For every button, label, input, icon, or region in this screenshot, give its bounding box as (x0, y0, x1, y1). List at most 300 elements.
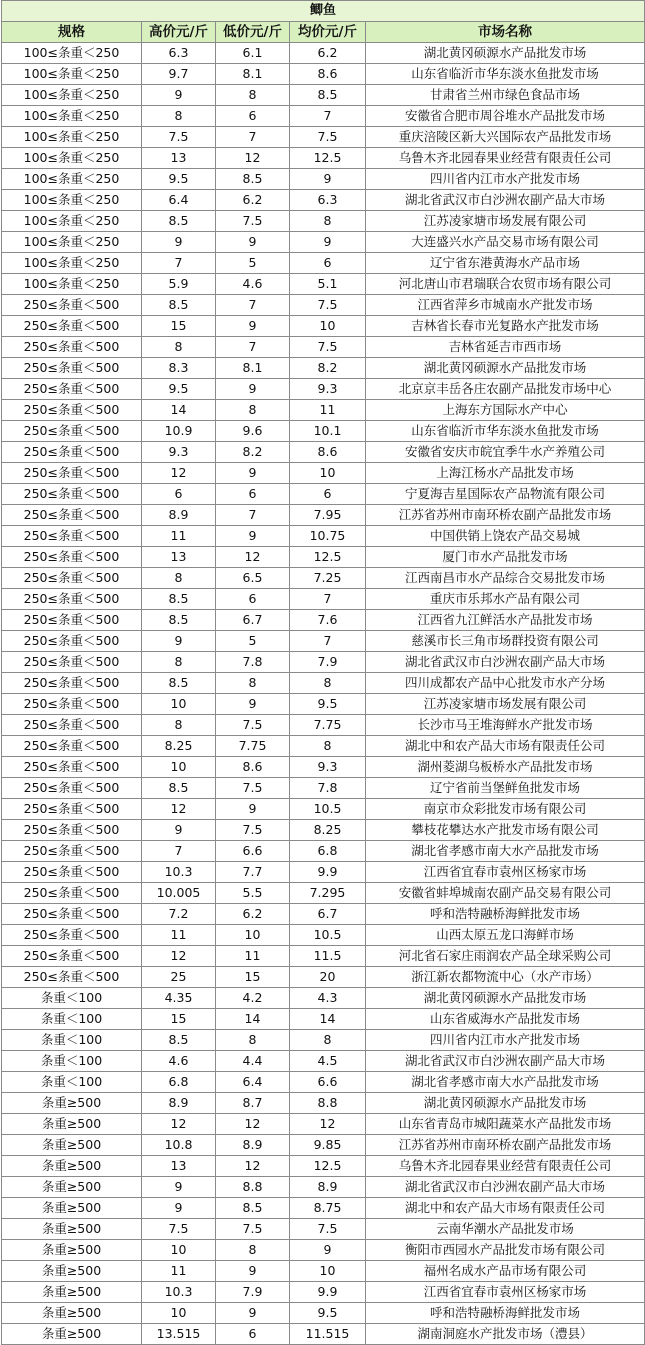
table-row (2, 1240, 645, 1261)
cell-market-name: 乌鲁木齐北园春果业经营有限责任公司 (366, 1156, 645, 1177)
cell-low-price: 6.7 (216, 610, 290, 631)
cell-avg-price: 8 (290, 211, 366, 232)
cell-spec: 条重≥500 (2, 1219, 142, 1240)
cell-avg-price: 8.8 (290, 1093, 366, 1114)
table-row (2, 337, 645, 358)
cell-high-price: 6.8 (142, 1072, 216, 1093)
cell-market-name: 山东省青岛市城阳蔬菜水产品批发市场 (366, 1114, 645, 1135)
cell-high-price: 25 (142, 967, 216, 988)
table-row (2, 1219, 645, 1240)
cell-high-price: 10 (142, 1303, 216, 1324)
cell-market-name: 安徽省蚌埠城南农副产品交易有限公司 (366, 883, 645, 904)
cell-market-name: 南京市众彩批发市场有限公司 (366, 799, 645, 820)
cell-spec: 条重≥500 (2, 1177, 142, 1198)
cell-high-price: 9 (142, 1177, 216, 1198)
cell-market-name: 甘肃省兰州市绿色食品市场 (366, 85, 645, 106)
cell-low-price: 7 (216, 505, 290, 526)
cell-spec: 条重≥500 (2, 1303, 142, 1324)
cell-spec: 条重＜100 (2, 988, 142, 1009)
cell-high-price: 10.3 (142, 862, 216, 883)
cell-low-price: 5.5 (216, 883, 290, 904)
cell-avg-price: 11 (290, 400, 366, 421)
cell-high-price: 15 (142, 1009, 216, 1030)
cell-high-price: 8 (142, 652, 216, 673)
table-row (2, 1261, 645, 1282)
table-row (2, 547, 645, 568)
cell-spec: 250≤条重＜500 (2, 904, 142, 925)
cell-avg-price: 10.1 (290, 421, 366, 442)
cell-avg-price: 8.5 (290, 85, 366, 106)
cell-avg-price: 7 (290, 631, 366, 652)
header-market-name: 市场名称 (366, 22, 645, 43)
cell-high-price: 10.3 (142, 1282, 216, 1303)
cell-market-name: 浙江新农都物流中心（水产市场） (366, 967, 645, 988)
cell-market-name: 江西南昌市水产品综合交易批发市场 (366, 568, 645, 589)
cell-avg-price: 9.3 (290, 757, 366, 778)
cell-market-name: 湖北省武汉市白沙洲农副产品大市场 (366, 190, 645, 211)
cell-avg-price: 7.5 (290, 295, 366, 316)
header-avg-price: 均价元/斤 (290, 22, 366, 43)
cell-avg-price: 9.5 (290, 694, 366, 715)
cell-high-price: 9.7 (142, 64, 216, 85)
cell-low-price: 11 (216, 946, 290, 967)
price-table-body (2, 1, 645, 1345)
cell-high-price: 10.005 (142, 883, 216, 904)
cell-avg-price: 4.5 (290, 1051, 366, 1072)
cell-low-price: 5 (216, 631, 290, 652)
cell-spec: 250≤条重＜500 (2, 526, 142, 547)
cell-spec: 250≤条重＜500 (2, 610, 142, 631)
cell-avg-price: 7.25 (290, 568, 366, 589)
cell-low-price: 6.2 (216, 904, 290, 925)
cell-avg-price: 9.9 (290, 1282, 366, 1303)
cell-high-price: 7.2 (142, 904, 216, 925)
cell-low-price: 12 (216, 148, 290, 169)
cell-low-price: 8 (216, 85, 290, 106)
cell-avg-price: 10 (290, 1261, 366, 1282)
cell-low-price: 8 (216, 400, 290, 421)
table-row (2, 106, 645, 127)
cell-market-name: 湖北黄冈硕源水产品批发市场 (366, 43, 645, 64)
table-row (2, 526, 645, 547)
cell-avg-price: 7 (290, 589, 366, 610)
cell-avg-price: 5.1 (290, 274, 366, 295)
cell-market-name: 江西省九江鲜活水产品批发市场 (366, 610, 645, 631)
cell-market-name: 长沙市马王堆海鲜水产批发市场 (366, 715, 645, 736)
cell-market-name: 云南华潮水产品批发市场 (366, 1219, 645, 1240)
table-row (2, 463, 645, 484)
cell-spec: 250≤条重＜500 (2, 442, 142, 463)
cell-spec: 250≤条重＜500 (2, 946, 142, 967)
cell-spec: 100≤条重＜250 (2, 43, 142, 64)
cell-avg-price: 6.2 (290, 43, 366, 64)
cell-spec: 100≤条重＜250 (2, 64, 142, 85)
cell-high-price: 6 (142, 484, 216, 505)
cell-high-price: 8 (142, 715, 216, 736)
table-row (2, 1135, 645, 1156)
table-row (2, 190, 645, 211)
cell-high-price: 13 (142, 1156, 216, 1177)
cell-low-price: 8.1 (216, 64, 290, 85)
cell-market-name: 江西省宜春市袁州区杨家市场 (366, 862, 645, 883)
cell-market-name: 江苏省苏州市南环桥农副产品批发市场 (366, 1135, 645, 1156)
cell-market-name: 江西省萍乡市城南水产批发市场 (366, 295, 645, 316)
cell-avg-price: 7.5 (290, 337, 366, 358)
cell-high-price: 12 (142, 799, 216, 820)
cell-avg-price: 20 (290, 967, 366, 988)
cell-low-price: 9 (216, 526, 290, 547)
cell-market-name: 湖北中和农产品大市场有限责任公司 (366, 736, 645, 757)
cell-avg-price: 6.7 (290, 904, 366, 925)
cell-high-price: 8.9 (142, 505, 216, 526)
cell-spec: 条重＜100 (2, 1030, 142, 1051)
table-row (2, 379, 645, 400)
table-row (2, 820, 645, 841)
cell-spec: 100≤条重＜250 (2, 211, 142, 232)
cell-market-name: 湖北中和农产品大市场有限责任公司 (366, 1198, 645, 1219)
cell-high-price: 11 (142, 1261, 216, 1282)
table-row (2, 1093, 645, 1114)
cell-low-price: 14 (216, 1009, 290, 1030)
cell-avg-price: 8.6 (290, 442, 366, 463)
cell-low-price: 9 (216, 316, 290, 337)
cell-high-price: 10 (142, 694, 216, 715)
cell-low-price: 12 (216, 1114, 290, 1135)
table-row (2, 1009, 645, 1030)
cell-low-price: 6.1 (216, 43, 290, 64)
cell-spec: 250≤条重＜500 (2, 631, 142, 652)
table-row (2, 400, 645, 421)
cell-spec: 100≤条重＜250 (2, 127, 142, 148)
cell-high-price: 10.9 (142, 421, 216, 442)
cell-avg-price: 7.295 (290, 883, 366, 904)
cell-high-price: 6.3 (142, 43, 216, 64)
cell-spec: 250≤条重＜500 (2, 295, 142, 316)
cell-spec: 250≤条重＜500 (2, 715, 142, 736)
cell-market-name: 呼和浩特融桥海鲜批发市场 (366, 1303, 645, 1324)
cell-low-price: 7.5 (216, 211, 290, 232)
cell-low-price: 6 (216, 1324, 290, 1345)
cell-high-price: 8.25 (142, 736, 216, 757)
cell-low-price: 9 (216, 463, 290, 484)
cell-avg-price: 8.6 (290, 64, 366, 85)
cell-market-name: 衡阳市西园水产品批发市场有限公司 (366, 1240, 645, 1261)
cell-low-price: 6 (216, 484, 290, 505)
cell-low-price: 8.8 (216, 1177, 290, 1198)
cell-spec: 条重＜100 (2, 1072, 142, 1093)
cell-spec: 250≤条重＜500 (2, 463, 142, 484)
cell-low-price: 7.5 (216, 778, 290, 799)
table-row (2, 43, 645, 64)
cell-spec: 250≤条重＜500 (2, 841, 142, 862)
table-row (2, 211, 645, 232)
cell-spec: 250≤条重＜500 (2, 736, 142, 757)
cell-avg-price: 9 (290, 1240, 366, 1261)
cell-spec: 100≤条重＜250 (2, 253, 142, 274)
table-header-row (2, 22, 645, 43)
cell-avg-price: 8.9 (290, 1177, 366, 1198)
cell-spec: 250≤条重＜500 (2, 757, 142, 778)
cell-market-name: 山东省临沂市华东淡水鱼批发市场 (366, 421, 645, 442)
table-row (2, 232, 645, 253)
cell-market-name: 辽宁省前当堡鲜鱼批发市场 (366, 778, 645, 799)
cell-low-price: 9 (216, 232, 290, 253)
cell-spec: 条重≥500 (2, 1282, 142, 1303)
cell-spec: 100≤条重＜250 (2, 85, 142, 106)
table-row (2, 127, 645, 148)
cell-market-name: 湖北黄冈硕源水产品批发市场 (366, 988, 645, 1009)
cell-spec: 100≤条重＜250 (2, 232, 142, 253)
cell-avg-price: 4.3 (290, 988, 366, 1009)
cell-high-price: 12 (142, 946, 216, 967)
table-row (2, 736, 645, 757)
cell-market-name: 慈溪市长三角市场群投资有限公司 (366, 631, 645, 652)
cell-avg-price: 7.5 (290, 1219, 366, 1240)
cell-avg-price: 8 (290, 1030, 366, 1051)
table-row (2, 505, 645, 526)
cell-avg-price: 10.75 (290, 526, 366, 547)
table-row (2, 1282, 645, 1303)
table-row (2, 568, 645, 589)
header-low-price: 低价元/斤 (216, 22, 290, 43)
cell-spec: 250≤条重＜500 (2, 883, 142, 904)
cell-avg-price: 6.6 (290, 1072, 366, 1093)
cell-market-name: 湖南洞庭水产批发市场（澧县） (366, 1324, 645, 1345)
cell-high-price: 4.35 (142, 988, 216, 1009)
cell-low-price: 7.7 (216, 862, 290, 883)
table-title: 鲫鱼 (2, 1, 645, 22)
cell-high-price: 13.515 (142, 1324, 216, 1345)
cell-market-name: 河北省石家庄雨润农产品全球采购公司 (366, 946, 645, 967)
cell-high-price: 7 (142, 841, 216, 862)
cell-spec: 250≤条重＜500 (2, 547, 142, 568)
cell-high-price: 9.3 (142, 442, 216, 463)
cell-market-name: 攀枝花攀达水产批发市场有限公司 (366, 820, 645, 841)
price-table (1, 0, 645, 1345)
cell-spec: 条重≥500 (2, 1240, 142, 1261)
cell-low-price: 8.2 (216, 442, 290, 463)
cell-high-price: 9.5 (142, 379, 216, 400)
cell-avg-price: 7 (290, 106, 366, 127)
cell-low-price: 9 (216, 694, 290, 715)
table-row (2, 316, 645, 337)
table-row (2, 1303, 645, 1324)
cell-high-price: 13 (142, 547, 216, 568)
cell-market-name: 乌鲁木齐北园春果业经营有限责任公司 (366, 148, 645, 169)
cell-low-price: 12 (216, 1156, 290, 1177)
table-row (2, 1030, 645, 1051)
cell-market-name: 宁夏海吉星国际农产品物流有限公司 (366, 484, 645, 505)
cell-spec: 250≤条重＜500 (2, 484, 142, 505)
cell-avg-price: 9 (290, 169, 366, 190)
cell-low-price: 8 (216, 1030, 290, 1051)
cell-market-name: 安徽省合肥市周谷堆水产品批发市场 (366, 106, 645, 127)
cell-high-price: 8.5 (142, 295, 216, 316)
cell-low-price: 6.4 (216, 1072, 290, 1093)
cell-avg-price: 8.25 (290, 820, 366, 841)
table-row (2, 421, 645, 442)
cell-market-name: 江西省宜春市袁州区杨家市场 (366, 1282, 645, 1303)
cell-low-price: 6.2 (216, 190, 290, 211)
cell-low-price: 12 (216, 547, 290, 568)
cell-spec: 250≤条重＜500 (2, 694, 142, 715)
cell-market-name: 湖北省武汉市白沙洲农副产品大市场 (366, 1051, 645, 1072)
cell-low-price: 6.5 (216, 568, 290, 589)
cell-avg-price: 7.8 (290, 778, 366, 799)
table-row (2, 988, 645, 1009)
cell-avg-price: 7.5 (290, 127, 366, 148)
cell-market-name: 重庆市乐邦水产品有限公司 (366, 589, 645, 610)
cell-high-price: 8.9 (142, 1093, 216, 1114)
cell-low-price: 7.5 (216, 1219, 290, 1240)
cell-avg-price: 6.3 (290, 190, 366, 211)
cell-spec: 250≤条重＜500 (2, 967, 142, 988)
cell-low-price: 7.9 (216, 1282, 290, 1303)
cell-market-name: 呼和浩特融桥海鲜批发市场 (366, 904, 645, 925)
cell-spec: 250≤条重＜500 (2, 862, 142, 883)
cell-market-name: 湖北省武汉市白沙洲农副产品大市场 (366, 1177, 645, 1198)
cell-spec: 250≤条重＜500 (2, 820, 142, 841)
cell-high-price: 8.5 (142, 589, 216, 610)
cell-low-price: 8 (216, 1240, 290, 1261)
cell-spec: 250≤条重＜500 (2, 652, 142, 673)
cell-high-price: 6.4 (142, 190, 216, 211)
cell-market-name: 北京京丰岳各庄农副产品批发市场中心 (366, 379, 645, 400)
cell-low-price: 7 (216, 127, 290, 148)
cell-low-price: 8.1 (216, 358, 290, 379)
table-title-row (2, 1, 645, 22)
cell-market-name: 湖北省武汉市白沙洲农副产品大市场 (366, 652, 645, 673)
cell-market-name: 山东省临沂市华东淡水鱼批发市场 (366, 64, 645, 85)
table-row (2, 841, 645, 862)
cell-market-name: 四川省内江市水产批发市场 (366, 169, 645, 190)
cell-high-price: 9.5 (142, 169, 216, 190)
cell-spec: 250≤条重＜500 (2, 778, 142, 799)
cell-market-name: 上海江杨水产品批发市场 (366, 463, 645, 484)
header-spec: 规格 (2, 22, 142, 43)
cell-avg-price: 9.3 (290, 379, 366, 400)
cell-market-name: 福州名成水产品市场有限公司 (366, 1261, 645, 1282)
cell-low-price: 9 (216, 799, 290, 820)
cell-low-price: 7.5 (216, 715, 290, 736)
table-row (2, 946, 645, 967)
cell-high-price: 8.5 (142, 610, 216, 631)
cell-low-price: 6 (216, 589, 290, 610)
cell-high-price: 9 (142, 1198, 216, 1219)
cell-high-price: 4.6 (142, 1051, 216, 1072)
cell-high-price: 10 (142, 1240, 216, 1261)
cell-high-price: 12 (142, 1114, 216, 1135)
table-row (2, 778, 645, 799)
cell-spec: 250≤条重＜500 (2, 379, 142, 400)
cell-market-name: 辽宁省东港黄海水产品市场 (366, 253, 645, 274)
cell-market-name: 湖北省孝感市南大水产品批发市场 (366, 841, 645, 862)
cell-low-price: 15 (216, 967, 290, 988)
cell-spec: 100≤条重＜250 (2, 169, 142, 190)
cell-high-price: 8.5 (142, 211, 216, 232)
cell-spec: 250≤条重＜500 (2, 568, 142, 589)
table-row (2, 484, 645, 505)
cell-avg-price: 12 (290, 1114, 366, 1135)
cell-market-name: 山东省威海水产品批发市场 (366, 1009, 645, 1030)
cell-avg-price: 6 (290, 484, 366, 505)
cell-avg-price: 7.6 (290, 610, 366, 631)
table-row (2, 799, 645, 820)
cell-high-price: 11 (142, 526, 216, 547)
cell-spec: 条重≥500 (2, 1261, 142, 1282)
cell-low-price: 9 (216, 1261, 290, 1282)
cell-high-price: 10.8 (142, 1135, 216, 1156)
cell-low-price: 5 (216, 253, 290, 274)
cell-spec: 100≤条重＜250 (2, 190, 142, 211)
cell-low-price: 8.6 (216, 757, 290, 778)
cell-low-price: 4.4 (216, 1051, 290, 1072)
table-row (2, 925, 645, 946)
cell-spec: 250≤条重＜500 (2, 358, 142, 379)
cell-low-price: 10 (216, 925, 290, 946)
cell-spec: 250≤条重＜500 (2, 316, 142, 337)
cell-spec: 250≤条重＜500 (2, 673, 142, 694)
cell-low-price: 8 (216, 673, 290, 694)
table-row (2, 1324, 645, 1345)
cell-high-price: 9 (142, 631, 216, 652)
cell-low-price: 8.9 (216, 1135, 290, 1156)
cell-high-price: 7 (142, 253, 216, 274)
cell-avg-price: 10.5 (290, 799, 366, 820)
cell-spec: 100≤条重＜250 (2, 106, 142, 127)
cell-avg-price: 8 (290, 673, 366, 694)
cell-high-price: 8.5 (142, 778, 216, 799)
cell-spec: 250≤条重＜500 (2, 589, 142, 610)
cell-spec: 250≤条重＜500 (2, 505, 142, 526)
cell-high-price: 8 (142, 568, 216, 589)
cell-avg-price: 12.5 (290, 547, 366, 568)
cell-market-name: 吉林省长春市光复路水产批发市场 (366, 316, 645, 337)
cell-high-price: 13 (142, 148, 216, 169)
cell-market-name: 山西太原五龙口海鲜市场 (366, 925, 645, 946)
cell-high-price: 8.5 (142, 673, 216, 694)
cell-avg-price: 7.95 (290, 505, 366, 526)
cell-high-price: 9 (142, 820, 216, 841)
cell-high-price: 9 (142, 232, 216, 253)
cell-low-price: 6.6 (216, 841, 290, 862)
cell-spec: 250≤条重＜500 (2, 400, 142, 421)
cell-market-name: 江苏凌家塘市场发展有限公司 (366, 211, 645, 232)
table-row (2, 253, 645, 274)
table-row (2, 610, 645, 631)
cell-high-price: 15 (142, 316, 216, 337)
cell-avg-price: 10 (290, 463, 366, 484)
table-row (2, 358, 645, 379)
cell-market-name: 厦门市水产品批发市场 (366, 547, 645, 568)
cell-market-name: 四川省内江市水产批发市场 (366, 1030, 645, 1051)
cell-spec: 条重≥500 (2, 1156, 142, 1177)
cell-avg-price: 6.8 (290, 841, 366, 862)
cell-low-price: 9 (216, 379, 290, 400)
cell-high-price: 11 (142, 925, 216, 946)
cell-avg-price: 8.75 (290, 1198, 366, 1219)
table-row (2, 295, 645, 316)
table-row (2, 883, 645, 904)
cell-market-name: 湖北黄冈硕源水产品批发市场 (366, 358, 645, 379)
table-row (2, 673, 645, 694)
cell-low-price: 7.8 (216, 652, 290, 673)
cell-low-price: 7.75 (216, 736, 290, 757)
header-high-price: 高价元/斤 (142, 22, 216, 43)
cell-market-name: 四川成都农产品中心批发市水产分场 (366, 673, 645, 694)
table-row (2, 1072, 645, 1093)
cell-spec: 250≤条重＜500 (2, 925, 142, 946)
